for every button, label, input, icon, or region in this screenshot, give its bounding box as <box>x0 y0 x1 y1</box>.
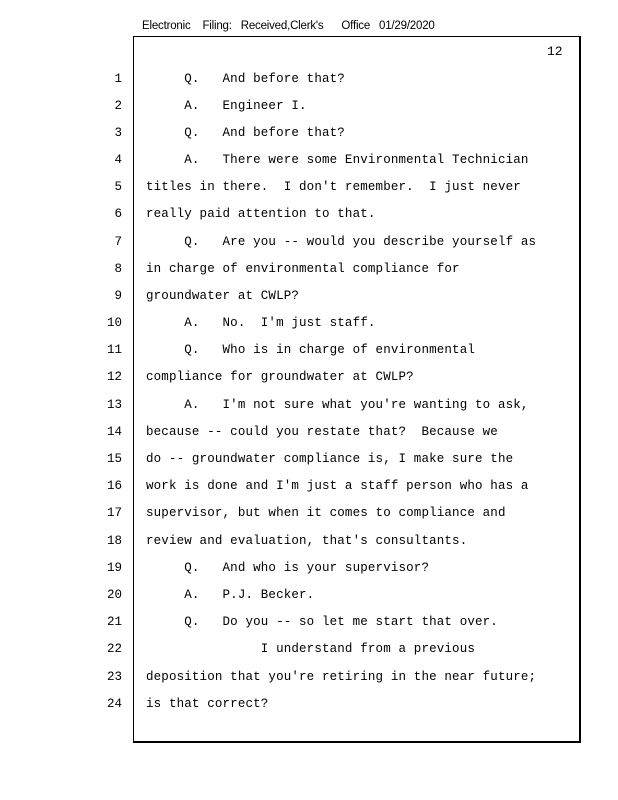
transcript-line: review and evaluation, that's consultants. <box>146 534 468 548</box>
transcript-line: do -- groundwater compliance is, I make sure the <box>146 452 514 466</box>
line-number: 6 <box>114 207 122 221</box>
transcript-line: A. There were some Environmental Technician <box>146 153 529 167</box>
line-number: 10 <box>106 316 122 330</box>
transcript-line: groundwater at CWLP? <box>146 289 300 303</box>
line-number: 11 <box>106 343 122 357</box>
transcript-line: Q. And before that? <box>146 126 345 140</box>
transcript-line: Q. And before that? <box>146 72 345 86</box>
transcript-line: A. I'm not sure what you're wanting to ask, <box>146 398 529 412</box>
transcript-line: because -- could you restate that? Because we <box>146 425 498 439</box>
transcript-line: Q. Do you -- so let me start that over. <box>146 615 498 629</box>
transcript-line: supervisor, but when it comes to compliance and <box>146 506 506 520</box>
transcript-line: deposition that you're retiring in the near future; <box>146 670 537 684</box>
line-number: 9 <box>114 289 122 303</box>
transcript-page-frame <box>133 36 581 743</box>
line-number: 1 <box>114 72 122 86</box>
transcript-line: Q. Who is in charge of environmental <box>146 343 476 357</box>
line-number: 15 <box>106 452 122 466</box>
transcript-line: titles in there. I don't remember. I just never <box>146 180 521 194</box>
line-number: 16 <box>106 479 122 493</box>
line-number: 18 <box>106 534 122 548</box>
line-number: 3 <box>114 126 122 140</box>
line-number: 8 <box>114 262 122 276</box>
transcript-line: is that correct? <box>146 697 269 711</box>
line-number: 22 <box>106 642 122 656</box>
transcript-line: really paid attention to that. <box>146 207 376 221</box>
line-number: 5 <box>114 180 122 194</box>
transcript-line: Q. And who is your supervisor? <box>146 561 430 575</box>
transcript-line: A. P.J. Becker. <box>146 588 315 602</box>
line-number: 21 <box>106 615 122 629</box>
line-number: 17 <box>106 506 122 520</box>
transcript-line: A. No. I'm just staff. <box>146 316 376 330</box>
line-number: 24 <box>106 697 122 711</box>
line-number: 7 <box>114 235 122 249</box>
line-number: 4 <box>114 153 122 167</box>
transcript-line: Q. Are you -- would you describe yourself as <box>146 235 537 249</box>
line-number: 13 <box>106 398 122 412</box>
line-number: 23 <box>106 670 122 684</box>
line-number: 14 <box>106 425 122 439</box>
transcript-line: work is done and I'm just a staff person who has a <box>146 479 529 493</box>
page-number: 12 <box>547 44 563 59</box>
transcript-line: compliance for groundwater at CWLP? <box>146 370 414 384</box>
line-number: 19 <box>106 561 122 575</box>
transcript-line: I understand from a previous <box>146 642 476 656</box>
line-number: 12 <box>106 370 122 384</box>
line-number: 2 <box>114 99 122 113</box>
line-number: 20 <box>106 588 122 602</box>
transcript-line: A. Engineer I. <box>146 99 307 113</box>
filing-stamp-header: Electronic Filing: Received,Clerk's Office 01/29/2020 <box>142 20 435 32</box>
transcript-line: in charge of environmental compliance for <box>146 262 460 276</box>
